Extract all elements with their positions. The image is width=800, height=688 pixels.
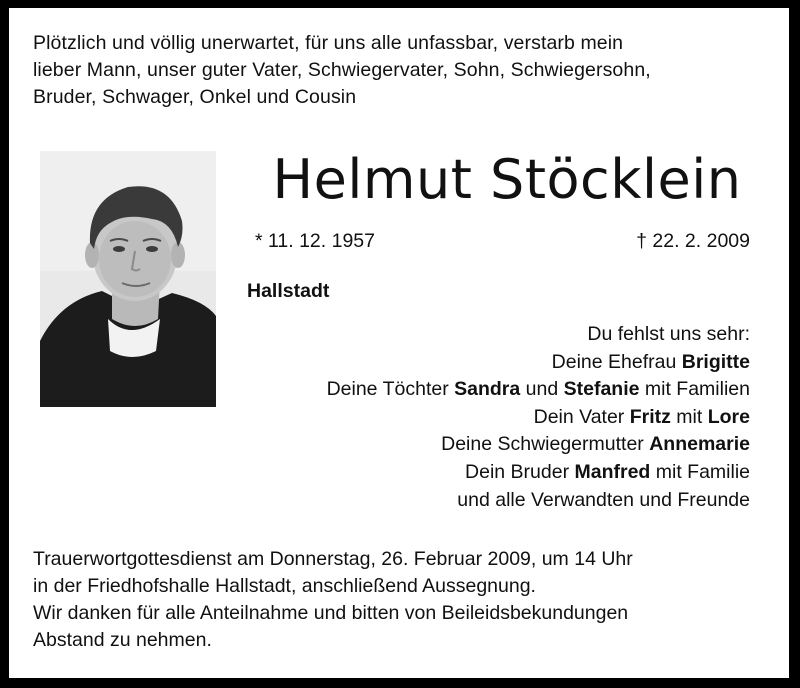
daughter-name: Stefanie	[563, 378, 640, 401]
intro-text	[33, 30, 773, 111]
service-line: Wir danken für alle Anteilnahme und bitten von Beileidsbekundungen	[33, 602, 629, 624]
mourner-line-brother: Dein Bruder Manfred mit Familie	[465, 460, 750, 483]
wife-name: Brigitte	[681, 350, 750, 373]
father-partner-name: Lore	[707, 405, 750, 428]
intro-line: Plötzlich und völlig unerwartet, für uns alle unfassbar, verstarb mein	[33, 32, 624, 54]
mother-in-law-name: Annemarie	[649, 433, 750, 456]
mourner-line-wife: Deine Ehefrau Brigitte	[551, 350, 750, 373]
service-line: in der Friedhofshalle Hallstadt, anschließend Aussegnung.	[33, 575, 536, 597]
mourners-list	[210, 321, 750, 514]
daughter-name: Sandra	[454, 378, 521, 401]
deceased-name: Helmut Stöcklein	[272, 148, 742, 211]
mourners-intro: Du fehlst uns sehr:	[587, 323, 750, 345]
brother-name: Manfred	[574, 460, 651, 483]
service-line: Abstand zu nehmen.	[33, 629, 212, 651]
portrait-photo	[40, 151, 216, 407]
service-info	[33, 546, 773, 654]
death-date: † 22. 2. 2009	[636, 230, 750, 252]
birth-date: * 11. 12. 1957	[255, 230, 375, 252]
obituary-notice	[9, 8, 789, 678]
intro-line: lieber Mann, unser guter Vater, Schwiegervater, Sohn, Schwiegersohn,	[33, 59, 651, 81]
hometown: Hallstadt	[247, 280, 330, 302]
mourner-line-daughters: Deine Töchter Sandra und Stefanie mit Familien	[326, 378, 750, 401]
mourner-line-mother-in-law: Deine Schwiegermutter Annemarie	[441, 433, 750, 456]
service-line: Trauerwortgottesdienst am Donnerstag, 26. Februar 2009, um 14 Uhr	[33, 548, 633, 570]
intro-line: Bruder, Schwager, Onkel und Cousin	[33, 86, 357, 108]
mourner-line-father: Dein Vater Fritz mit Lore	[533, 405, 750, 428]
father-name: Fritz	[629, 405, 671, 428]
mourner-line-others: und alle Verwandten und Freunde	[457, 488, 750, 511]
